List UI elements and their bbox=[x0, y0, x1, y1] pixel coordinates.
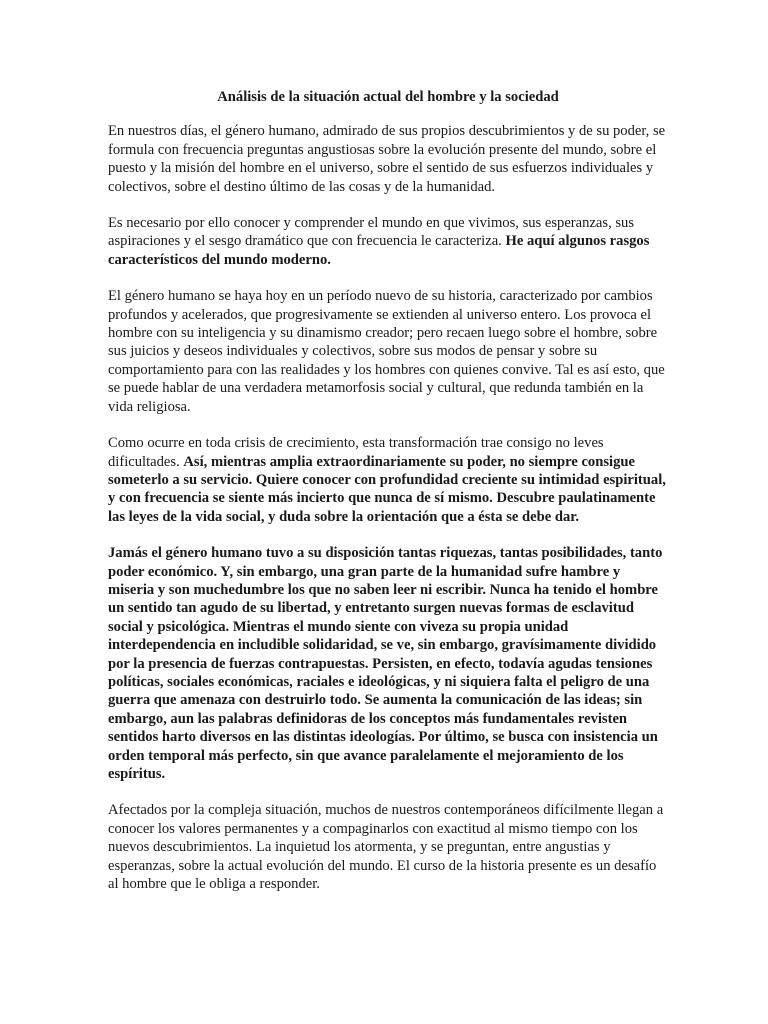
paragraph-6 bbox=[108, 801, 668, 893]
paragraph-3-text: El género humano se haya hoy en un período nuevo de su historia, caracterizado por cambios profundos y acelerados, que progresivamente se extienden al universo entero. Los provoca el hombre con su inteligencia y su dinamismo creador; pero recaen luego sobre el hombre, sobre sus juicios y deseos individuales y colectivos, sobre sus modos de pensar y sobre su comportamiento para con las realidades y los hombres con quienes convive. Tal es así esto, que se puede hablar de una verdadera metamorfosis social y cultural, que redunda también en la vida religiosa. bbox=[108, 288, 665, 415]
paragraph-5-bold-text: Jamás el género humano tuvo a su disposición tantas riquezas, tantas posibilidades, tanto poder económico. Y, sin embargo, una gran parte de la humanidad sufre hambre y miseria y son muchedumbre los que no saben leer ni escribir. Nunca ha tenido el hombre un sentido tan agudo de su libertad, y entretanto surgen nuevas formas de esclavitud social y psicológica. Mientras el mundo siente con viveza su propia unidad interdependencia en includible solidaridad, se ve, sin embargo, gravísimamente dividido por la presencia de fuerzas contrapuestas. Persisten, en efecto, todavía agudas tensiones políticas, sociales económicas, raciales e ideológicas, y ni siquiera falta el peligro de una guerra que amenaza con destruirlo todo. Se aumenta la comunicación de las ideas; sin embargo, aun las palabras definidoras de los conceptos más fundamentales revisten sentidos harto diversos en las distintas ideologías. Por último, se busca con insistencia un orden temporal más perfecto, sin que avance paralelamente el mejoramiento de los espíritus. bbox=[108, 545, 663, 782]
paragraph-1 bbox=[108, 122, 668, 196]
paragraph-4-bold-text: Así, mientras amplia extraordinariamente su poder, no siempre consigue someterlo a su servicio. Quiere conocer con profundidad creciente su intimidad espiritual, y con frecuencia se siente más incierto que nunca de sí mismo. Descubre paulatinamente las leyes de la vida social, y duda sobre la orientación que a ésta se debe dar. bbox=[108, 453, 666, 525]
paragraph-5 bbox=[108, 544, 668, 783]
paragraph-2-text: Es necesario por ello conocer y comprender el mundo en que vivimos, sus esperanzas, sus aspiraciones y el sesgo dramático que con frecuencia le caracteriza. bbox=[108, 215, 635, 250]
paragraph-1-text: En nuestros días, el género humano, admirado de sus propios descubrimientos y de su poder, se formula con frecuencia preguntas angustiosas sobre la evolución presente del mundo, sobre el puesto y la misión del hombre en el universo, sobre el sentido de sus esfuerzos individuales y colectivos, sobre el destino último de las cosas y de la humanidad. bbox=[108, 123, 666, 195]
document-title: Análisis de la situación actual del hombre y la sociedad bbox=[217, 89, 559, 105]
paragraph-4 bbox=[108, 434, 668, 526]
paragraph-6-text: Afectados por la compleja situación, muchos de nuestros contemporáneos difícilmente llegan a conocer los valores permanentes y a compaginarlos con exactitud al mismo tiempo con los nuevos descubrimientos. La inquietud los atormenta, y se preguntan, entre angustias y esperanzas, sobre la actual evolución del mundo. El curso de la historia presente es un desafío al hombre que le obliga a responder. bbox=[108, 802, 664, 893]
paragraph-3 bbox=[108, 287, 668, 416]
paragraph-4-text: Como ocurre en toda crisis de crecimiento, esta transformación trae consigo no leves dificultades. bbox=[108, 435, 604, 470]
paragraph-2-bold-text: He aquí algunos rasgos característicos del mundo moderno. bbox=[108, 233, 650, 268]
paragraph-2 bbox=[108, 214, 668, 269]
